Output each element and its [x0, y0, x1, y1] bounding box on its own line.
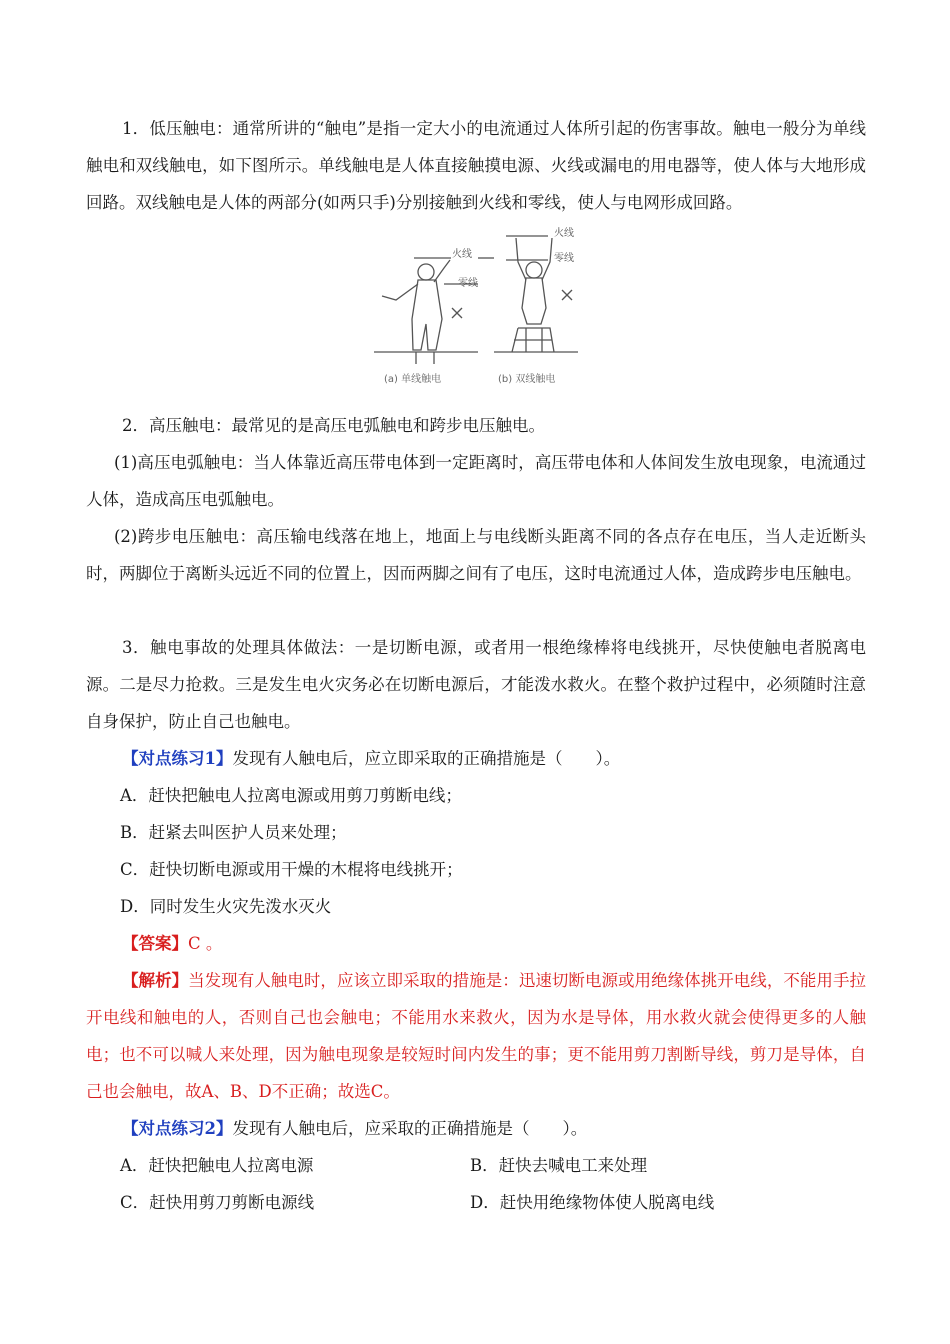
exercise1-option-c: C．赶快切断电源或用干燥的木棍将电线挑开； [120, 860, 463, 879]
analysis-text: 当发现有人触电时，应该立即采取的措施是：迅速切断电源或用绝缘体挑开电线，不能用手拉开电线和触电的人，否则自己也会触电；不能用水来救火，因为水是导体，用水救火就会使得更多的人触电；也不可以喊人来处理，因为触电现象是较短时间内发生的事；更不能用剪刀割断导线，剪刀是导体，自己也会触电，故A、B、D不正确；故选C。 [86, 971, 867, 1101]
analysis-tag: 【解析】 [122, 971, 189, 990]
exercise2-option-c: C．赶快用剪刀剪断电源线 [120, 1193, 315, 1212]
exercise2-question [122, 1110, 587, 1147]
neutral-wire-label-b: 零线 [554, 253, 574, 264]
live-wire-label-b: 火线 [554, 228, 574, 239]
exercise1-analysis [86, 962, 866, 1110]
exercise1-option-d: D．同时发生火灾先泼水灭火 [120, 897, 332, 916]
exercise2-option-d: D．赶快用绝缘物体使人脱离电线 [470, 1193, 715, 1212]
exercise1-answer [122, 925, 222, 962]
single-line-shock-illustration [374, 258, 494, 364]
answer-tag: 【答案】 [122, 934, 188, 953]
paragraph-step-voltage: (2)跨步电压触电：高压输电线落在地上，地面上与电线断头距离不同的各点存在电压，当人走近断头时，两脚位于离断头远近不同的位置上，因而两脚之间有了电压，这时电流通过人体，造成跨步电压触电。 [86, 527, 866, 583]
exercise1-question-text: 发现有人触电后，应立即采取的正确措施是（ ）。 [232, 749, 621, 768]
exercise1-question [122, 740, 620, 777]
exercise2-option-b: B．赶快去喊电工来处理 [470, 1156, 648, 1175]
paragraph-high-voltage: 2．高压触电：最常见的是高压电弧触电和跨步电压触电。 [122, 416, 545, 435]
answer-text: C 。 [188, 934, 223, 953]
paragraph-handling: 3．触电事故的处理具体做法：一是切断电源，或者用一根绝缘棒将电线挑开，尽快使触电者脱离电源。二是尽力抢救。三是发生电火灾务必在切断电源后，才能泼水救火。在整个救护过程中，必须随时注意自身保护，防止自己也触电。 [86, 638, 866, 731]
figure-caption-b: (b) 双线触电 [498, 374, 556, 385]
exercise2-tag: 【对点练习2】 [122, 1119, 233, 1138]
paragraph-arc-shock: (1)高压电弧触电：当人体靠近高压带电体到一定距离时，高压带电体和人体间发生放电现象，电流通过人体，造成高压电弧触电。 [86, 453, 866, 509]
live-wire-label-a: 火线 [452, 249, 472, 260]
exercise1-tag: 【对点练习1】 [122, 749, 233, 768]
exercise1-option-b: B．赶紧去叫医护人员来处理； [120, 823, 347, 842]
exercise2-option-a: A．赶快把触电人拉离电源 [120, 1156, 314, 1175]
electric-shock-figure [366, 224, 586, 390]
exercise2-question-text: 发现有人触电后，应采取的正确措施是（ ）。 [232, 1119, 588, 1138]
neutral-wire-label-a: 零线 [458, 278, 478, 289]
figure-caption-a: (a) 单线触电 [384, 374, 442, 385]
paragraph-low-voltage: 1．低压触电：通常所讲的“触电”是指一定大小的电流通过人体所引起的伤害事故。触电一般分为单线触电和双线触电，如下图所示。单线触电是人体直接触摸电源、火线或漏电的用电器等，使人体与大地形成回路。双线触电是人体的两部分(如两只手)分别接触到火线和零线，使人与电网形成回路。 [86, 119, 866, 212]
exercise1-option-a: A．赶快把触电人拉离电源或用剪刀剪断电线； [120, 786, 462, 805]
